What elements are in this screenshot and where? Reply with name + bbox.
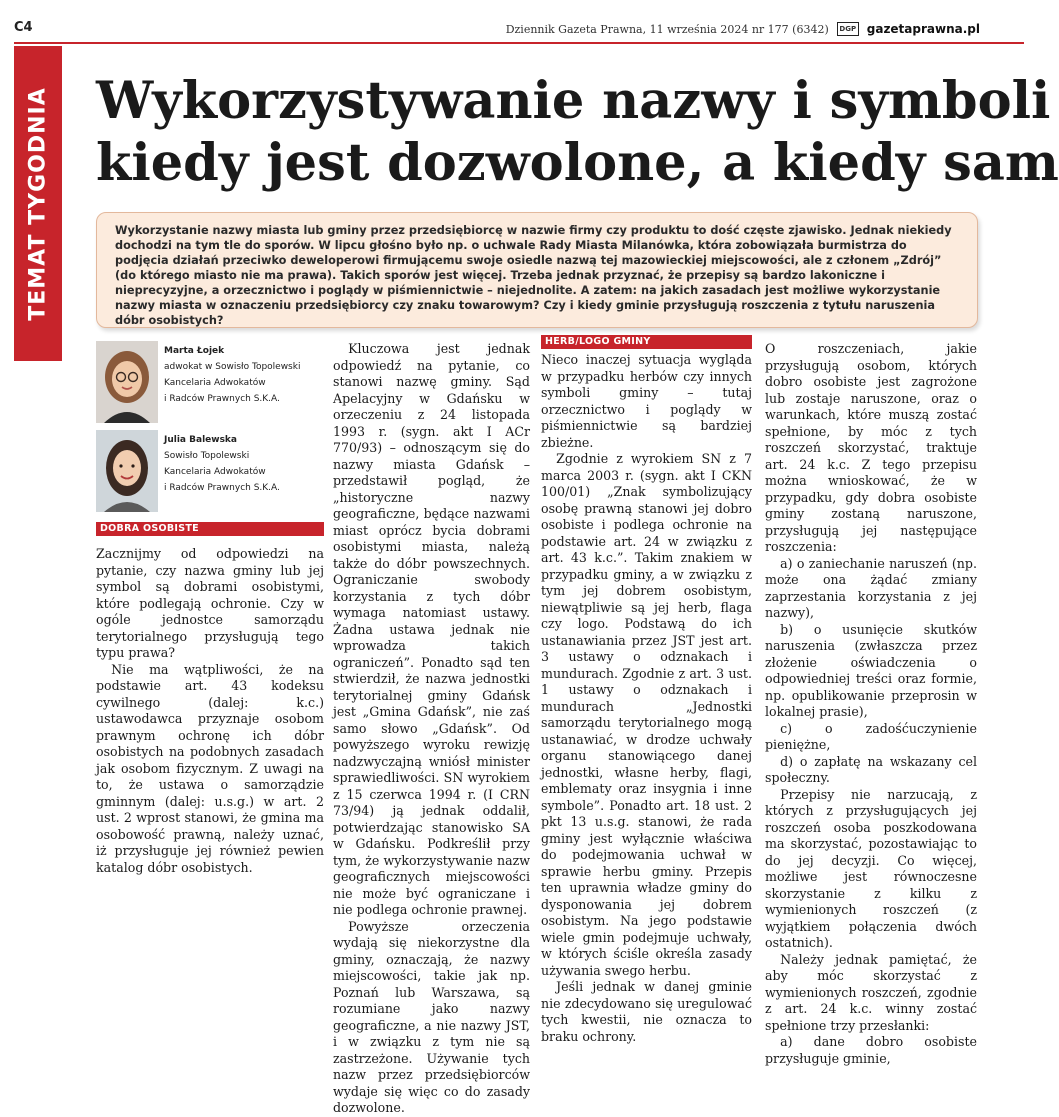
paragraph: Powyższe orzeczenia wydają się niekorzystne dla gminy, oznaczają, że nazwy miejscowości, takie jak np. Poznań lub Warszawa, są rozumiane jako nazwy geograficzne, a nie nazwy JST, i w związku z tym nie są zastrzeżone. Używanie tych nazw przez przedsiębiorców wydaje się więc co do zasady dozwolone. xyxy=(333,918,530,1115)
author-line: Kancelaria Adwokatów xyxy=(164,467,266,477)
section-tab xyxy=(14,46,62,361)
author-photo xyxy=(96,341,158,423)
list-item: a) o zaniechanie naruszeń (np. może ona żądać zmiany zaprzestania korzystania z jej nazwy), xyxy=(765,555,977,620)
author-name: Marta Łojek xyxy=(164,346,225,356)
lead-box xyxy=(96,212,978,328)
paragraph: Przepisy nie narzucają, z których z przysługujących jej roszczeń osoba poszkodowana ma skorzystać, pozostawiając to do jej decyzji. Co więcej, możliwe jest równoczesne skorzystanie z kilku z wymienionych roszczeń (z wyjątkiem połączenia dwóch ostatnich). xyxy=(765,786,977,950)
list-item: c) o zadośćuczynienie pieniężne, xyxy=(765,720,977,752)
list-item: d) o zapłatę na wskazany cel społeczny. xyxy=(765,753,977,785)
column-2 xyxy=(333,341,530,1115)
section-label-dobra-osobiste: DOBRA OSOBISTE xyxy=(96,522,324,536)
list-item: a) dane dobro osobiste przysługuje gminie, xyxy=(765,1034,977,1066)
headline-line-1: Wykorzystywanie nazwy i symboli xyxy=(96,71,1051,131)
column-1 xyxy=(96,546,324,875)
paragraph: Zgodnie z wyrokiem SN z 7 marca 2003 r. (sygn. akt I CKN 100/01) „Znak symbolizujący osobę prawną stanowi jej dobro osobiste i podlega ochronie na podstawie art. 24 w związku z art. 43 k.c.”. Takim znakiem w przypadku gminy, a w związku z tym jej dobrem osobistym, niewątpliwie są jej herb, flaga czy logo. Podstawą do ich ustanawiania przez JST jest art. 3 ustawy o odznakach i mundurach. Zgodnie z art. 3 ust. 1 ustawy o odznakach i mundurach „Jednostki samorządu terytorialnego mogą ustanawiać, w drodze uchwały organu stanowiącego danej jednostki, własne herby, flagi, emblematy oraz insygnia i inne symbole”. Ponadto art. 18 ust. 2 pkt 13 u.s.g. stanowi, że rada gminy jest wyłącznie właściwa do podejmowania uchwał w sprawie herbu gminy. Przepis ten uprawnia władze gminy do dysponowania jej dobrem osobistym. Na jego podstawie wiele gmin podejmuje uchwały, w których ściśle określa zasady używania swego herbu. xyxy=(541,451,752,978)
paragraph: Nieco inaczej sytuacja wygląda w przypadku herbów czy innych symboli gminy – tutaj orzecznictwo i poglądy w piśmiennictwie są bardziej zbieżne. xyxy=(541,352,752,450)
author-line: adwokat w Sowisło Topolewski xyxy=(164,362,301,372)
section-label-herb-logo: HERB/LOGO GMINY xyxy=(541,335,752,349)
paragraph: Nie ma wątpliwości, że na podstawie art. 43 kodeksu cywilnego (dalej: k.c.) ustawodawca przyznaje osobom prawnym ochronę ich dóbr osobistych na podobnych zasadach jak osobom fizycznym. Z uwagi na to, że ustawa o samorządzie gminnym (dalej: u.s.g.) w art. 2 ust. 2 wprost stanowi, że gmina ma osobowość prawną, należy uznać, iż przysługuje jej również pewien katalog dóbr osobistych. xyxy=(96,661,324,875)
author-line: i Radców Prawnych S.K.A. xyxy=(164,394,280,404)
author-info xyxy=(164,343,300,407)
headline-line-2: kiedy jest dozwolone, a kiedy sam xyxy=(96,133,1059,193)
author-line: Kancelaria Adwokatów xyxy=(164,378,266,388)
author-line: Sowisło Topolewski xyxy=(164,451,250,461)
headline xyxy=(96,70,1059,194)
column-4 xyxy=(765,341,977,1066)
list-item: b) o usunięcie skutków naruszenia (zwłaszcza przez złożenie oświadczenia o odpowiedniej treści oraz formie, np. opublikowanie przeprosin w lokalnej prasie), xyxy=(765,621,977,719)
paragraph: Zacznijmy od odpowiedzi na pytanie, czy nazwa gminy lub jej symbol są dobrami osobistymi, które podlegają ochronie. Czy w ogóle jednostce samorządu terytorialnego przysługują tego typu prawa? xyxy=(96,546,324,660)
page-number: C4 xyxy=(14,20,33,35)
author-card xyxy=(96,341,324,423)
site-name: gazetaprawna.pl xyxy=(866,22,980,36)
top-rule xyxy=(14,42,1024,44)
author-line: i Radców Prawnych S.K.A. xyxy=(164,483,280,493)
section-tab-label: TEMAT TYGODNIA xyxy=(25,86,51,321)
paragraph: Kluczowa jest jednak odpowiedź na pytanie, co stanowi nazwę gminy. Sąd Apelacyjny w Gdańsku w orzeczeniu z 24 listopada 1993 r. (sygn. akt I ACr 770/93) – odnoszącym się do nazwy miasta Gdańsk – przedstawił pogląd, że „historyczne nazwy geograficzne, będące nazwami miast oprócz bycia dobrami osobistymi miasta, należą także do dóbr powszechnych. Ograniczanie swobody korzystania z tych dóbr wymaga natomiast ustawy. Żadna ustawa jednak nie wprowadza takich ograniczeń”. Ponadto sąd ten stwierdził, że nazwa jednostki terytorialnej gminy Gdańsk jest „Gmina Gdańsk”, nie zaś samo słowo „Gdańsk”. Od powyższego wyroku rewizję nadzwyczajną wniósł minister sprawiedliwości. SN wyrokiem z 15 czerwca 1994 r. (I CRN 73/94) ją jednak oddalił, potwierdzając stanowisko SA w Gdańsku. Podkreślił przy tym, że wykorzystywanie nazw geograficznych miejscowości nie może być ograniczane i nie podlega ochronie prawnej. xyxy=(333,341,530,917)
author-name: Julia Balewska xyxy=(164,435,237,445)
author-photo xyxy=(96,430,158,512)
paragraph: Jeśli jednak w danej gminie nie zdecydowano się uregulować tych kwestii, nie oznacza to braku ochrony. xyxy=(541,979,752,1044)
column-3 xyxy=(541,352,752,1044)
author-card xyxy=(96,430,324,512)
issue-info: Dziennik Gazeta Prawna, 11 września 2024 nr 177 (6342) xyxy=(505,22,829,36)
dgp-logo-icon: DGP xyxy=(837,22,859,36)
paragraph: Należy jednak pamiętać, że aby móc skorzystać z wymienionych roszczeń, zgodnie z art. 24 k.c. winny zostać spełnione trzy przesłanki: xyxy=(765,951,977,1033)
lead-text: Wykorzystanie nazwy miasta lub gminy przez przedsiębiorcę w nazwie firmy czy produktu to dość częste zjawisko. Jednak niekiedy dochodzi na tym tle do sporów. W lipcu głośno było np. o uchwale Rady Miasta Milanówka, która zobowiązała burmistrza do podjęcia działań przeciwko deweloperowi firmującemu swoje osiedle nazwą tej mazowieckiej miejscowości, ale z członem „Zdrój” (do którego miasto nie ma prawa). Takich sporów jest więcej. Trzeba jednak przyznać, że przepisy są bardzo lakoniczne i nieprecyzyjne, a orzecznictwo i poglądy w piśmiennictwie – niejednolite. A zatem: na jakich zasadach jest możliwe wykorzystanie nazwy miasta w oznaczeniu przedsiębiorcy czy znaku towarowym? Czy i kiedy gminie przysługują roszczenia z tytułu naruszenia dóbr osobistych? xyxy=(115,224,952,327)
masthead xyxy=(506,22,980,36)
author-info xyxy=(164,432,280,496)
paragraph: O roszczeniach, jakie przysługują osobom, których dobro osobiste jest zagrożone lub zostaje naruszone, oraz o warunkach, które muszą zostać spełnione, by móc z tych roszczeń skorzystać, traktuje art. 24 k.c. Z tego przepisu można wnioskować, że w przypadku, gdy dobra osobiste gminy zostaną naruszone, przysługują jej następujące roszczenia: xyxy=(765,341,977,554)
